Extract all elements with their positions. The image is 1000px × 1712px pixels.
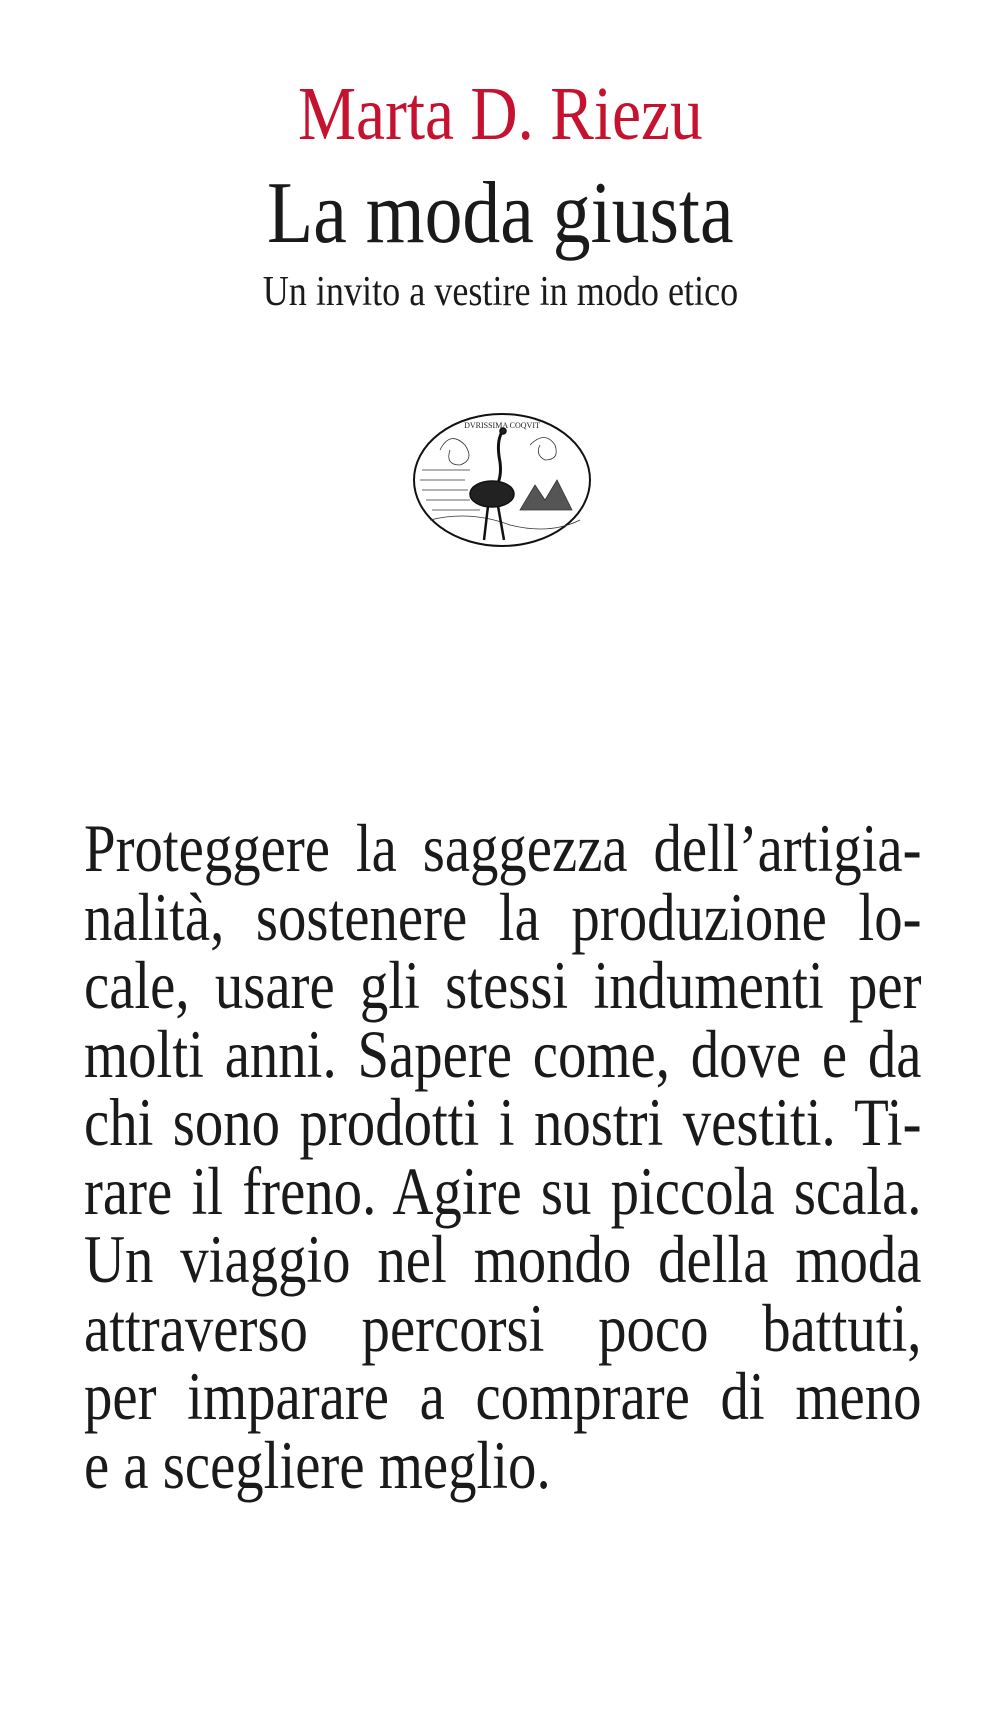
- author-text: Marta D. Riezu: [297, 72, 703, 156]
- author-name: [0, 74, 1000, 154]
- blurb-line: cale, usare gli stessi indumenti per: [84, 947, 922, 1023]
- svg-text:DVRISSIMA COQVIT: DVRISSIMA COQVIT: [464, 421, 540, 430]
- title-text: La moda giusta: [266, 165, 734, 262]
- blurb-line: per imparare a comprare di meno: [84, 1358, 922, 1434]
- blurb-line: molti anni. Sapere come, dove e da: [84, 1015, 922, 1092]
- blurb-line: Proteggere la saggezza dell’artigia-: [84, 810, 922, 886]
- blurb-line: attraverso percorsi poco battuti,: [84, 1289, 922, 1366]
- blurb-line: rare il freno. Agire su piccola scala.: [84, 1152, 922, 1229]
- blurb-line: Un viaggio nel mondo della moda: [84, 1221, 922, 1297]
- back-blurb: [84, 810, 922, 1503]
- book-title: [0, 165, 1000, 262]
- book-subtitle: [0, 268, 1000, 316]
- ostrich-emblem-icon: [410, 410, 594, 550]
- blurb-line: chi sono prodotti i nostri vestiti. Ti-: [84, 1084, 922, 1160]
- blurb-line: nalità, sostenere la produzione lo-: [84, 878, 922, 955]
- subtitle-text: Un invito a vestire in modo etico: [262, 269, 738, 315]
- blurb-line: e a scegliere meglio.: [84, 1426, 551, 1503]
